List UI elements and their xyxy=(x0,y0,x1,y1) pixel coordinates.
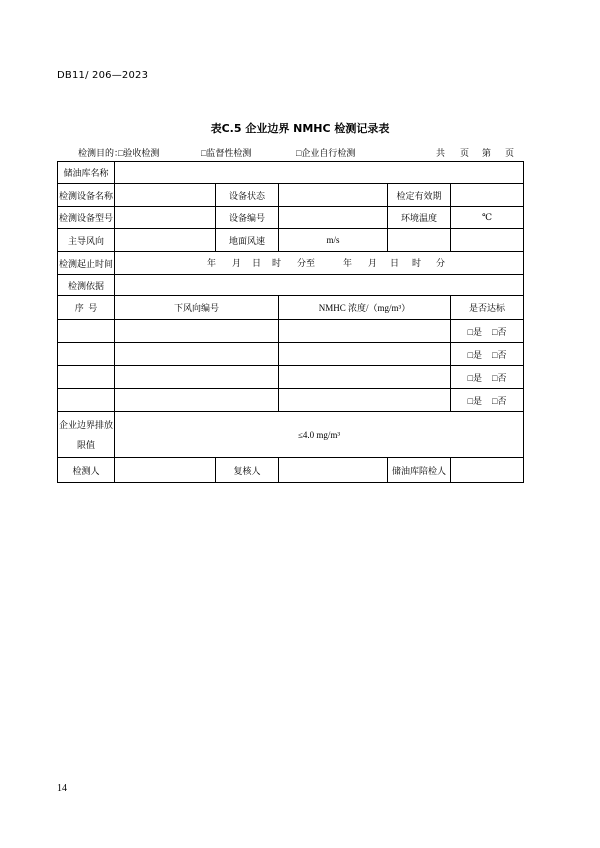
ambient-temp-label: 环境温度 xyxy=(388,207,451,229)
compliance-no-option: □否 xyxy=(492,326,507,337)
reviewer-label: 复核人 xyxy=(216,458,279,483)
purpose-option-acceptance: □验收检测 xyxy=(118,148,160,158)
compliance-yes-option: □是 xyxy=(467,326,483,337)
downwind-cell xyxy=(115,343,279,366)
time-range-field xyxy=(115,252,524,275)
equipment-model-field xyxy=(115,207,216,229)
compliance-cell xyxy=(451,366,524,389)
pagination-total: 共 xyxy=(436,148,446,158)
end-year-unit: 年 xyxy=(343,258,353,268)
page-number: 14 xyxy=(57,783,67,794)
end-minute-unit: 分 xyxy=(436,258,446,268)
seq-cell xyxy=(58,389,115,412)
pagination-page-unit-2: 页 xyxy=(505,148,515,158)
blank-cell xyxy=(388,229,451,252)
table-row xyxy=(58,343,524,366)
end-day-unit: 日 xyxy=(390,258,400,268)
emission-limit-label-line2: 限值 xyxy=(76,439,95,450)
start-month-unit: 月 xyxy=(232,258,242,268)
nmhc-cell xyxy=(279,320,451,343)
compliance-cell xyxy=(451,343,524,366)
depot-name-field xyxy=(115,162,524,184)
table-row xyxy=(58,162,524,184)
emission-limit-label xyxy=(58,412,115,458)
compliance-yes-option: □是 xyxy=(467,372,483,383)
purpose-option-supervisory: □监督性检测 xyxy=(201,148,252,158)
emission-limit-value: ≤4.0 mg/m³ xyxy=(115,412,524,458)
table-row xyxy=(58,458,524,483)
verification-validity-label: 检定有效期 xyxy=(388,184,451,207)
pagination-page-unit: 页 xyxy=(460,148,470,158)
table-row xyxy=(58,184,524,207)
ambient-temp-unit: ℃ xyxy=(451,207,524,229)
start-day-unit: 日 xyxy=(252,258,262,268)
blank-cell xyxy=(451,229,524,252)
emission-limit-label-line1: 企业边界排放 xyxy=(58,419,113,430)
column-header-downwind: 下风向编号 xyxy=(115,296,279,320)
equipment-name-label: 检测设备名称 xyxy=(58,184,115,207)
seq-cell xyxy=(58,320,115,343)
depot-escort-label: 储油库陪检人 xyxy=(388,458,451,483)
nmhc-cell xyxy=(279,389,451,412)
equipment-status-field xyxy=(279,184,388,207)
equipment-model-label: 检测设备型号 xyxy=(58,207,115,229)
start-hour-unit: 时 xyxy=(272,258,282,268)
compliance-no-option: □否 xyxy=(492,372,507,383)
basis-field xyxy=(115,275,524,296)
compliance-yes-option: □是 xyxy=(467,349,483,360)
depot-escort-field xyxy=(451,458,524,483)
verification-validity-field xyxy=(451,184,524,207)
wind-direction-label: 主导风向 xyxy=(58,229,115,252)
reviewer-field xyxy=(279,458,388,483)
table-title: 表C.5 企业边界 NMHC 检测记录表 xyxy=(210,122,390,135)
seq-cell xyxy=(58,366,115,389)
nmhc-cell xyxy=(279,366,451,389)
table-row xyxy=(58,366,524,389)
inspector-field xyxy=(115,458,216,483)
compliance-cell xyxy=(451,320,524,343)
equipment-name-field xyxy=(115,184,216,207)
equipment-status-label: 设备状态 xyxy=(216,184,279,207)
depot-name-label: 储油库名称 xyxy=(58,162,115,184)
table-row xyxy=(58,252,524,275)
document-code: DB11/ 206—2023 xyxy=(57,70,149,81)
inspector-label: 检测人 xyxy=(58,458,115,483)
downwind-cell xyxy=(115,366,279,389)
column-header-nmhc: NMHC 浓度/（mg/m³） xyxy=(279,296,451,320)
table-header-row xyxy=(58,296,524,320)
wind-speed-unit: m/s xyxy=(279,229,388,252)
column-header-seq: 序 号 xyxy=(58,296,115,320)
table-row xyxy=(58,389,524,412)
wind-direction-field xyxy=(115,229,216,252)
downwind-cell xyxy=(115,389,279,412)
basis-label: 检测依据 xyxy=(58,275,115,296)
column-header-compliance: 是否达标 xyxy=(451,296,524,320)
time-range-label: 检测起止时间 xyxy=(58,252,115,275)
seq-cell xyxy=(58,343,115,366)
start-minute-to: 分至 xyxy=(297,258,316,268)
table-row xyxy=(58,412,524,458)
purpose-label: 检测目的： xyxy=(78,148,124,158)
table-row xyxy=(58,207,524,229)
end-hour-unit: 时 xyxy=(412,258,422,268)
nmhc-record-table xyxy=(57,161,524,483)
compliance-cell xyxy=(451,389,524,412)
end-month-unit: 月 xyxy=(368,258,378,268)
start-year-unit: 年 xyxy=(207,258,217,268)
pagination-current: 第 xyxy=(482,148,492,158)
equipment-number-label: 设备编号 xyxy=(216,207,279,229)
table-row xyxy=(58,320,524,343)
compliance-no-option: □否 xyxy=(492,349,507,360)
purpose-option-self-inspection: □企业自行检测 xyxy=(296,148,356,158)
ground-wind-speed-label: 地面风速 xyxy=(216,229,279,252)
nmhc-cell xyxy=(279,343,451,366)
compliance-no-option: □否 xyxy=(492,395,507,406)
table-row xyxy=(58,229,524,252)
compliance-yes-option: □是 xyxy=(467,395,483,406)
equipment-number-field xyxy=(279,207,388,229)
table-row xyxy=(58,275,524,296)
downwind-cell xyxy=(115,320,279,343)
